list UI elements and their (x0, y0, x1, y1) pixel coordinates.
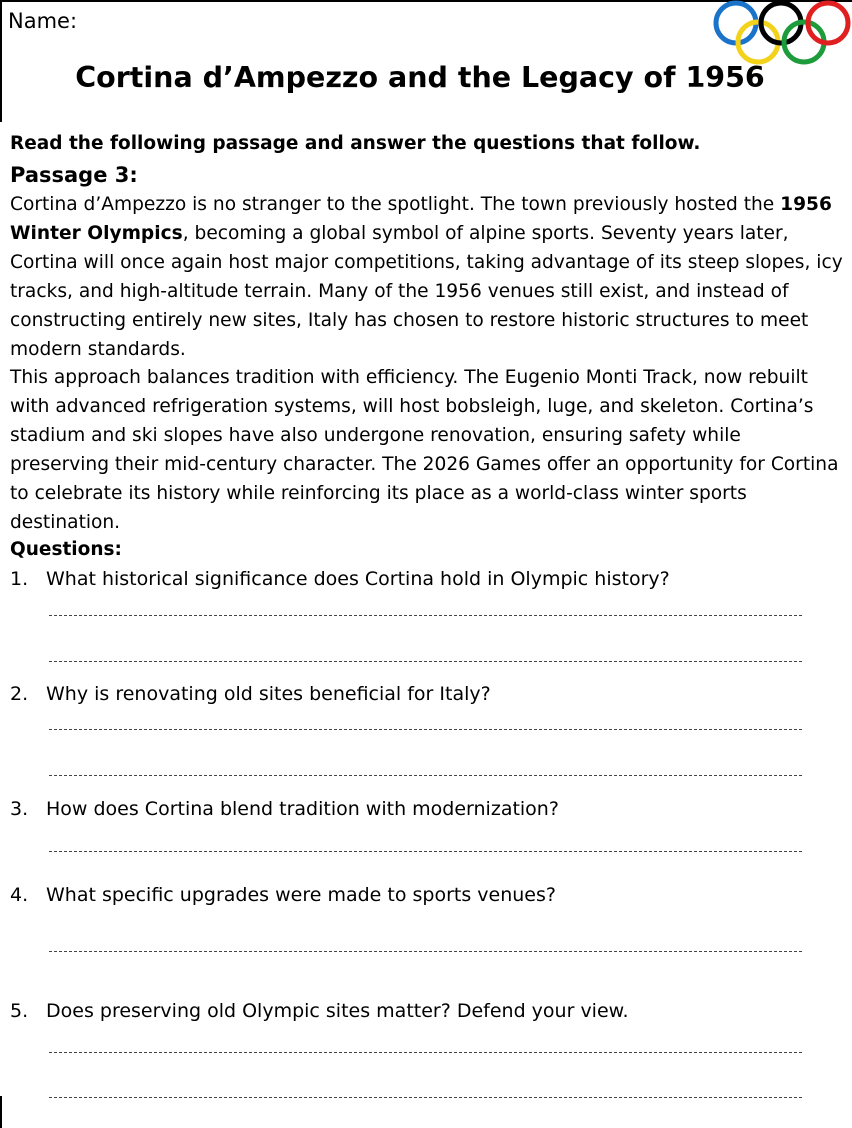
question-3 (10, 795, 559, 823)
passage-p1-start: Cortina d’Ampezzo is no stranger to the spotlight. The town previously hosted the (10, 194, 781, 215)
answer-line-5a[interactable] (49, 1052, 802, 1053)
question-text: Why is renovating old sites beneficial for Italy? (46, 683, 491, 705)
answer-line-5b[interactable] (49, 1097, 802, 1098)
answer-line-2a[interactable] (49, 729, 802, 730)
footer-border-left (0, 1096, 2, 1128)
header-border-left (0, 0, 2, 122)
name-label: Name: (8, 9, 78, 33)
question-text: What historical significance does Cortina hold in Olympic history? (46, 568, 670, 590)
question-number: 2. (10, 683, 29, 705)
question-number: 1. (10, 568, 29, 590)
passage-body (10, 191, 844, 538)
question-text: Does preserving old Olympic sites matter? Defend your view. (46, 1000, 629, 1022)
document-title: Cortina d’Ampezzo and the Legacy of 1956 (75, 61, 765, 94)
question-4 (10, 881, 556, 909)
question-text: How does Cortina blend tradition with modernization? (46, 798, 559, 820)
question-number: 5. (10, 1000, 29, 1022)
passage-p1-end: , becoming a global symbol of alpine sports. Seventy years later, Cortina will once again host major competitions, taking advantage of its steep slopes, icy tracks, and high-altitude terrain. Many of the 1956 venues still exist, and instead of constructing entirely new sites, Italy has chosen to restore historic structures to meet modern standards. (10, 222, 843, 360)
question-number: 4. (10, 884, 29, 906)
passage-label: Passage 3: (10, 163, 138, 187)
passage-paragraph-2: This approach balances tradition with efficiency. The Eugenio Monti Track, now rebuilt with advanced refrigeration systems, will host bobsleigh, luge, and skeleton. Cortina’s stadium and ski slopes have also undergone renovation, ensuring safety while preserving their mid-century character. The 2026 Games offer an opportunity for Cortina to celebrate its history while reinforcing its place as a world-class winter sports destination. (10, 367, 839, 533)
question-1 (10, 565, 670, 593)
passage-paragraph-1 (10, 191, 844, 364)
question-number: 3. (10, 798, 29, 820)
question-text: What specific upgrades were made to sports venues? (46, 884, 556, 906)
answer-line-3[interactable] (49, 851, 802, 852)
answer-line-1a[interactable] (49, 615, 802, 616)
answer-line-1b[interactable] (49, 661, 802, 662)
question-5 (10, 997, 629, 1025)
answer-line-4[interactable] (49, 951, 802, 952)
answer-line-2b[interactable] (49, 775, 802, 776)
question-2 (10, 680, 491, 708)
passage-p1-bold: 1956 Winter Olympics (10, 194, 832, 244)
questions-label: Questions: (10, 539, 122, 560)
instructions: Read the following passage and answer the questions that follow. (10, 133, 701, 154)
